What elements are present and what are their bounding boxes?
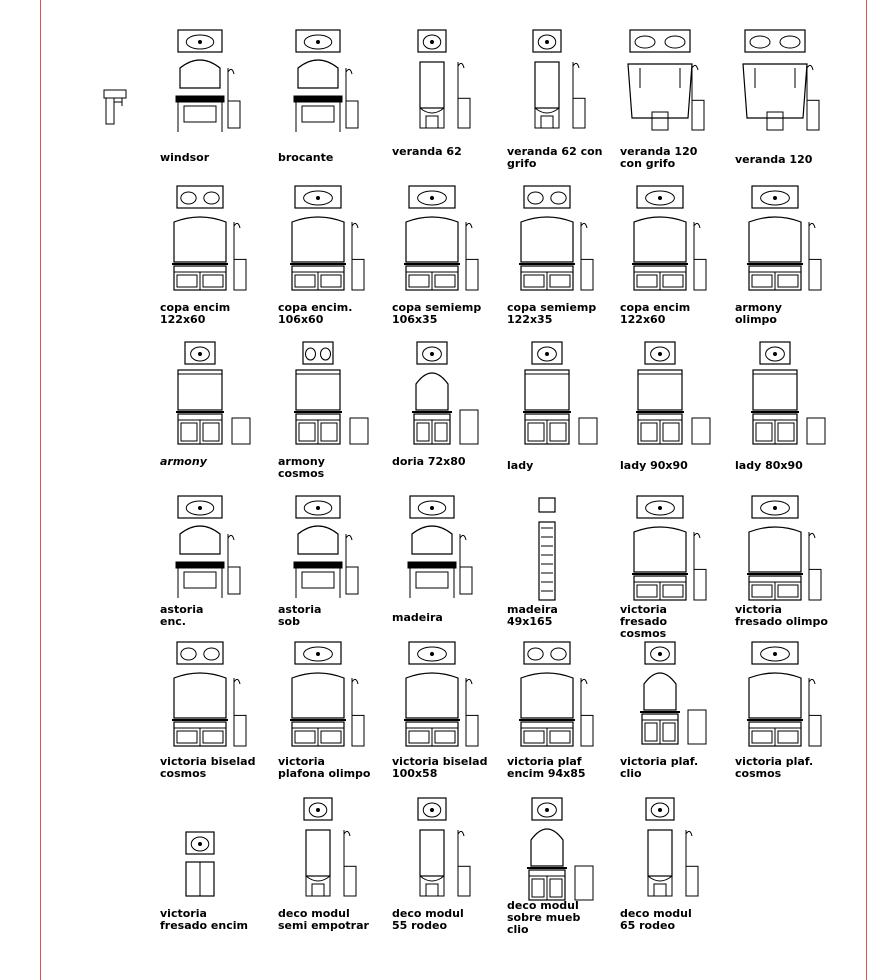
fixture-drawing <box>519 642 593 746</box>
fixture-label <box>507 756 627 780</box>
fixture-label-line: veranda 62 con <box>507 145 603 158</box>
fixture-label-line: fresado <box>620 615 668 628</box>
fixture-label <box>735 756 855 780</box>
fixture-label <box>507 460 627 472</box>
fixture-drawing <box>404 642 478 746</box>
fixture-elevation-icon <box>507 340 619 460</box>
fixture-label-line: clio <box>507 923 529 936</box>
fixture-drawing <box>418 30 470 128</box>
fixture-block <box>278 640 390 780</box>
fixture-drawing <box>412 342 478 444</box>
fixture-block <box>620 28 732 168</box>
fixture-label <box>392 456 512 468</box>
fixture-elevation-icon <box>278 28 390 148</box>
fixture-label-line: victoria <box>278 755 325 768</box>
fixture-drawing <box>172 642 246 746</box>
fixture-label-line: victoria plaf. <box>735 755 814 768</box>
fixture-label <box>735 302 855 326</box>
fixture-label-line: semi empotrar <box>278 919 369 932</box>
fixture-label-line: brocante <box>278 151 334 164</box>
fixture-label-line: cosmos <box>278 467 325 480</box>
fixture-label <box>507 146 627 170</box>
fixture-label <box>392 146 512 158</box>
fixture-elevation-icon <box>278 184 390 304</box>
fixture-block <box>507 340 619 480</box>
fixture-drawing <box>408 496 472 598</box>
fixture-label <box>278 604 398 628</box>
fixture-label <box>278 152 398 164</box>
fixture-drawing <box>747 642 821 746</box>
fixture-label-line: veranda 120 <box>620 145 698 158</box>
fixture-drawing <box>523 342 597 444</box>
fixture-drawing <box>294 342 368 444</box>
fixture-label <box>620 460 740 472</box>
fixture-label <box>160 456 280 468</box>
fixture-elevation-icon <box>620 494 732 614</box>
fixture-elevation-icon <box>735 340 847 460</box>
fixture-label <box>392 612 512 624</box>
fixture-drawing <box>747 496 821 600</box>
fixture-label-line: copa encim. <box>278 301 353 314</box>
fixture-label-line: enc. <box>160 615 186 628</box>
fixture-label-line: copa encim <box>160 301 231 314</box>
fixture-label-line: 55 rodeo <box>392 919 448 932</box>
fixture-drawing <box>172 186 246 290</box>
fixture-block <box>392 494 504 634</box>
fixture-drawing <box>294 30 358 132</box>
fixture-label <box>620 146 740 170</box>
fixture-elevation-icon <box>278 640 390 760</box>
fixture-label <box>160 756 280 780</box>
fixture-block <box>278 796 390 936</box>
fixture-label <box>620 604 740 640</box>
fixture-elevation-icon <box>392 494 504 614</box>
fixture-label-line: olimpo <box>735 313 777 326</box>
fixture-drawing <box>527 798 593 900</box>
fixture-block <box>620 340 732 480</box>
fixture-block <box>160 184 272 324</box>
fixture-drawing <box>186 832 214 896</box>
fixture-elevation-icon <box>160 340 272 460</box>
fixture-block <box>160 640 272 780</box>
fixture-label-line: windsor <box>160 151 210 164</box>
fixture-label <box>278 302 398 326</box>
fixture-label <box>735 604 855 628</box>
fixture-label-line: armony <box>735 301 782 314</box>
fixture-drawing <box>519 186 593 290</box>
fixture-block <box>507 796 619 936</box>
fixture-elevation-icon <box>160 494 272 614</box>
fixture-block <box>392 796 504 936</box>
fixture-label-line: 106x35 <box>392 313 438 326</box>
fixture-drawing <box>404 186 478 290</box>
fixture-drawing <box>176 496 240 598</box>
fixture-elevation-icon <box>620 340 732 460</box>
fixture-drawing <box>751 342 825 444</box>
fixture-label <box>620 908 740 932</box>
fixture-drawing <box>176 30 240 132</box>
fixture-label-line: copa semiemp <box>507 301 597 314</box>
fixture-label <box>160 908 280 932</box>
fixture-block <box>507 494 619 634</box>
fixture-elevation-icon <box>735 494 847 614</box>
fixture-label-line: armony <box>278 455 325 468</box>
fixture-label-line: encim 94x85 <box>507 767 586 780</box>
fixture-elevation-icon <box>735 640 847 760</box>
fixture-elevation-icon <box>620 28 732 148</box>
fixture-label <box>160 302 280 326</box>
fixture-drawing <box>290 186 364 290</box>
fixture-label-line: victoria biselad <box>160 755 256 768</box>
fixture-label-line: sob <box>278 615 300 628</box>
fixture-label-line: victoria <box>160 907 207 920</box>
fixture-label <box>160 152 280 164</box>
fixture-block <box>160 340 272 480</box>
fixture-elevation-icon <box>735 28 847 148</box>
fixture-label-line: armony <box>160 455 207 468</box>
fixture-block <box>735 640 847 780</box>
fixture-elevation-icon <box>620 796 732 916</box>
fixture-label-line: lady 90x90 <box>620 459 688 472</box>
fixture-elevation-icon <box>392 340 504 460</box>
fixture-elevation-icon <box>278 494 390 614</box>
fixture-drawing <box>632 186 706 290</box>
fixture-elevation-icon <box>392 796 504 916</box>
fixture-label-line: 122x35 <box>507 313 553 326</box>
fixture-label-line: fresado olimpo <box>735 615 828 628</box>
fixture-elevation-icon <box>392 28 504 148</box>
fixture-label <box>620 302 740 326</box>
fixture-label-line: victoria <box>735 603 782 616</box>
fixture-elevation-icon <box>620 640 732 760</box>
fixture-block <box>507 640 619 780</box>
fixture-label-line: sobre mueb <box>507 911 581 924</box>
fixture-label-line: deco modul <box>392 907 464 920</box>
fixture-block <box>278 340 390 480</box>
fixture-drawing <box>418 798 470 896</box>
fixture-label-line: victoria biselad <box>392 755 488 768</box>
fixture-block <box>735 28 847 168</box>
fixture-label <box>735 154 855 166</box>
fixture-elevation-icon <box>160 28 272 148</box>
fixture-elevation-icon <box>507 640 619 760</box>
fixture-label <box>507 604 627 628</box>
fixture-label-line: astoria <box>278 603 322 616</box>
fixture-label-line: lady 80x90 <box>735 459 803 472</box>
fixture-elevation-icon <box>278 340 390 460</box>
fixture-label-line: 106x60 <box>278 313 324 326</box>
fixture-drawing <box>632 496 706 600</box>
fixture-label <box>278 456 398 480</box>
fixture-block <box>735 184 847 324</box>
fixture-label-line: fresado encim <box>160 919 248 932</box>
fixture-block <box>507 184 619 324</box>
fixture-label-line: lady <box>507 459 534 472</box>
fixture-label-line: 65 rodeo <box>620 919 676 932</box>
fixture-elevation-icon <box>278 796 390 916</box>
fixture-label-line: veranda 120 <box>735 153 813 166</box>
fixture-block <box>278 494 390 634</box>
fixture-drawing <box>628 30 704 130</box>
fixture-label <box>620 756 740 780</box>
fixture-block <box>735 340 847 480</box>
fixture-block <box>160 494 272 634</box>
fixture-label <box>735 460 855 472</box>
fixture-elevation-icon <box>160 796 272 916</box>
fixture-label-line: deco modul <box>507 899 579 912</box>
fixture-label-line: copa encim <box>620 301 691 314</box>
fixture-label-line: copa semiemp <box>392 301 482 314</box>
fixture-block <box>392 340 504 480</box>
fixture-label-line: madeira <box>507 603 558 616</box>
fixture-drawing <box>294 496 358 598</box>
fixture-block <box>278 28 390 168</box>
fixture-label-line: clio <box>620 767 642 780</box>
fixture-drawing <box>636 342 710 444</box>
fixture-elevation-icon <box>735 184 847 304</box>
fixture-block <box>160 28 272 168</box>
fixture-label-line: cosmos <box>620 627 667 640</box>
fixture-label-line: con grifo <box>620 157 676 170</box>
fixture-elevation-icon <box>160 640 272 760</box>
fixture-drawing <box>646 798 698 896</box>
fixture-drawing <box>747 186 821 290</box>
fixture-elevation-icon <box>160 184 272 304</box>
fixture-label <box>507 900 627 936</box>
fixture-block <box>392 184 504 324</box>
fixture-block <box>620 796 732 936</box>
fixture-label <box>278 756 398 780</box>
fixture-block <box>160 796 272 936</box>
fixture-label-line: deco modul <box>620 907 692 920</box>
fixture-label-line: victoria <box>620 603 667 616</box>
fixture-label <box>392 756 512 780</box>
fixture-drawing <box>304 798 356 896</box>
fixture-label-line: 49x165 <box>507 615 553 628</box>
fixture-label-line: 122x60 <box>620 313 666 326</box>
fixture-block <box>620 494 732 640</box>
fixture-drawing <box>290 642 364 746</box>
fixture-drawing <box>533 30 585 128</box>
fixture-label-line: cosmos <box>160 767 207 780</box>
fixture-block <box>620 184 732 324</box>
fixture-block <box>278 184 390 324</box>
fixture-drawing <box>743 30 819 130</box>
fixture-label-line: deco modul <box>278 907 350 920</box>
fixture-label <box>507 302 627 326</box>
fixture-block <box>735 494 847 634</box>
fixture-elevation-icon <box>507 28 619 148</box>
fixture-label <box>392 908 512 932</box>
fixture-label-line: victoria plaf <box>507 755 582 768</box>
fixture-label-line: madeira <box>392 611 443 624</box>
fixture-label-line: doria 72x80 <box>392 455 466 468</box>
fixture-drawing <box>176 342 250 444</box>
fixture-label-line: veranda 62 <box>392 145 462 158</box>
fixture-drawing <box>640 642 706 744</box>
fixture-label-line: cosmos <box>735 767 782 780</box>
fixture-elevation-icon <box>507 494 619 614</box>
fixture-elevation-icon <box>392 184 504 304</box>
fixture-label-line: plafona olimpo <box>278 767 371 780</box>
fixture-block <box>620 640 732 780</box>
fixture-label-line: 100x58 <box>392 767 438 780</box>
fixture-label-line: 122x60 <box>160 313 206 326</box>
fixture-block <box>392 28 504 168</box>
fixture-label-line: grifo <box>507 157 537 170</box>
fixture-elevation-icon <box>507 184 619 304</box>
fixture-label <box>392 302 512 326</box>
fixture-label <box>278 908 398 932</box>
fixture-elevation-icon <box>392 640 504 760</box>
fixture-label <box>160 604 280 628</box>
fixture-drawing <box>539 498 555 600</box>
fixture-label-line: astoria <box>160 603 204 616</box>
fixture-elevation-icon <box>620 184 732 304</box>
fixture-block <box>507 28 619 168</box>
fixture-elevation-icon <box>507 796 619 916</box>
fixture-block <box>392 640 504 780</box>
fixture-label-line: victoria plaf. <box>620 755 699 768</box>
